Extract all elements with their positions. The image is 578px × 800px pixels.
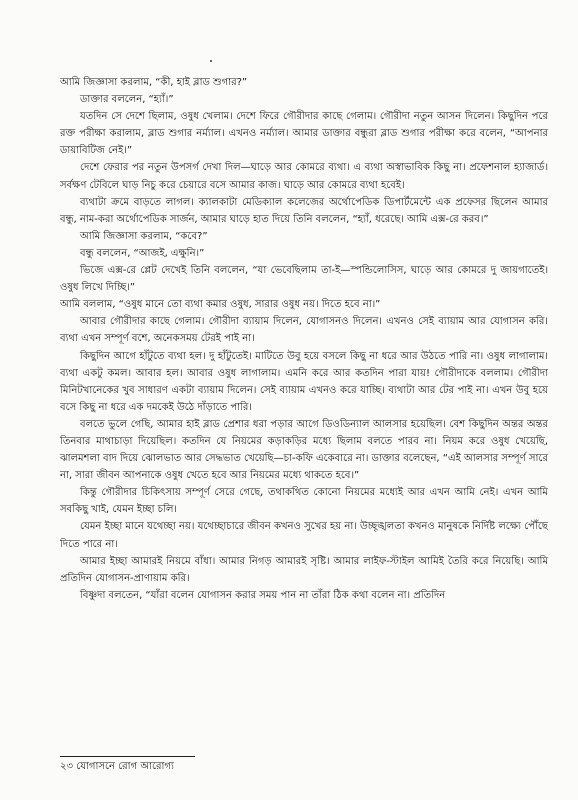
paragraph: যেমন ইচ্ছা মানে যথেচ্ছা নয়। যথেচ্ছাচারে জীবন কখনও সুখের হয় না। উচ্ছৃঙ্খলতা কখনও মানুষকে নির্দিষ্ট লক্ষ্যে পৌঁছে দিতে পারে না। bbox=[60, 521, 548, 550]
paragraph: বলতে ভুলে গেছি, আমার হাই ব্লাড প্রেশার ধরা পড়ার আগে ডিওডিন্যাল আলসার হয়েছিল। বেশ কিছুদিন অন্তর অন্তর তিনবার মাথাচাড়া দিয়েছিল। কতদিন যে নিয়মের কড়াকড়ির মধ্যে ছিলাম বলতে পারব না। নিয়ম করে ওষুধ খেয়েছি, ঝালমশলা বাদ দিয়ে ঝোলভাত আর সেদ্ধভাত খেয়েছি—চা-কফি একেবারে না। ডাক্তার বলেছেন, “এই আলসার সম্পূর্ণ সারে না, সারা জীবন আপনাকে ওষুধ খেতে হবে আর নিয়মের মধ্যে থাকতে হবে।” bbox=[60, 418, 548, 482]
paragraph: বন্ধু বললেন, “আজই, এক্ষুনি।” bbox=[80, 247, 205, 259]
paragraph: কিছুদিন আগে হাঁটুতে ব্যথা হল। দু হাঁটুতেই। মাটিতে উবু হয়ে বসলে কিছু না ধরে আর উঠতে পারি না। ওষুধ লাগালাম। ব্যথা একটু কমল। আবার হল। আবার ওষুধ লাগালাম। এমনি করে আর কতদিন পারা যায়! গৌরীদাকে বললাম। গৌরীদা মিনিটখানেকের খুব সাধারণ একটা ব্যায়াম দিলেন। সেই ব্যায়াম এখনও করে যাচ্ছি। ব্যথাটা আর টের পাই না। এখন উবু হয়ে বসে কিছু না ধরে এক দমকেই উঠে দাঁড়াতে পারি। bbox=[60, 350, 548, 413]
print-speck bbox=[210, 60, 212, 62]
paragraph: দেশে ফেরার পর নতুন উপসর্গ দেখা দিল—ঘাড়ে আর কোমরে ব্যথা। এ ব্যথা অস্বাভাবিক কিছু না। প্রফেশনাল হ্যাজার্ড। সর্বক্ষণ টেবিলে ঘাড় নিচু করে চেয়ারে বসে আমার কাজ। ঘাড়ে আর কোমরে ব্যথা হবেই। bbox=[60, 162, 548, 191]
paragraph: আমি জিজ্ঞাসা করলাম, “কী, হাই ব্লাড শুগার?” bbox=[60, 77, 248, 88]
footer-rule bbox=[60, 756, 195, 757]
paragraph: ব্যথাটা ক্রমে বাড়তে লাগল। ক্যালকাটা মেডিক্যাল কলেজের অর্থোপেডিক ডিপার্টমেন্টে এক প্রফেসর ছিলেন আমার বন্ধু, নাম-করা অর্থোপেডিক সার্জন, আমার ঘাড়ে হাত দিয়ে তিনি বললেন, “হ্যাঁ, ধরেছে। আমি এক্স-রে করব।” bbox=[60, 196, 548, 225]
paragraph: বিষ্ণুদা বলতেন, “যাঁরা বলেন যোগাসন করার সময় পান না তাঁরা ঠিক কথা বলেন না। প্রতিদিন bbox=[80, 589, 446, 601]
paragraph: ডাক্তার বললেন, “হ্যাঁ।” bbox=[80, 94, 174, 106]
paragraph: আমার ইচ্ছা আমারই নিয়মে বাঁধা। আমার নিগড় আমারই সৃষ্টি। আমার লাইফ-স্টাইল আমিই তৈরি করে নিয়েছি। আমি প্রতিদিন যোগাসন-প্রাণায়াম করি। bbox=[60, 555, 548, 584]
paragraph: ভিজে এক্স-রে প্লেট দেখেই তিনি বললেন, “যা ভেবেছিলাম তা-ই—স্পন্ডিলোসিস, ঘাড়ে আর কোমরে দু জায়গাতেই। ওষুধ লিখে দিচ্ছি।” bbox=[60, 265, 548, 294]
paragraph: আমি জিজ্ঞাসা করলাম, “কবে?” bbox=[80, 230, 208, 242]
paragraph: আবার গৌরীদার কাছে গেলাম। গৌরীদা ব্যায়াম দিলেন, যোগাসনও দিলেন। এখনও সেই ব্যায়াম আর যোগাসন করি। ব্যথা এখন সম্পূর্ণ বশে, অনেকসময় টেরই পাই না। bbox=[60, 316, 548, 345]
paragraph: কিন্তু গৌরীদার চিকিৎসায় সম্পূর্ণ সেরে গেছে, তথাকথিত কোনো নিয়মের মধ্যেই আর এখন আমি নেই। এখন আমি সবকিছু খাই, যেমন ইচ্ছা চলি। bbox=[60, 487, 548, 516]
paragraph: আমি বললাম, “ওষুধ মানে তো ব্যথা কমার ওষুধ, সারার ওষুধ নয়। দিতে হবে না।” bbox=[60, 299, 381, 311]
page-footer: ২৩ যোগাসনে রোগ আরোগ্য bbox=[60, 761, 174, 772]
paragraph: যতদিন সে দেশে ছিলাম, ওষুধ খেলাম। দেশে ফিরে গৌরীদার কাছে গেলাম। গৌরীদা নতুন আসন দিলেন। কিছুদিন পরে রক্ত পরীক্ষা করালাম, ব্লাড শুগার নর্ম্যাল। এখনও নর্ম্যাল। আমার ডাক্তার বন্ধুরা ব্লাড শুগার পরীক্ষা করে বলেন, “আপনার ডায়াবিটিজ নেই।” bbox=[60, 111, 548, 157]
body-text bbox=[60, 74, 548, 604]
